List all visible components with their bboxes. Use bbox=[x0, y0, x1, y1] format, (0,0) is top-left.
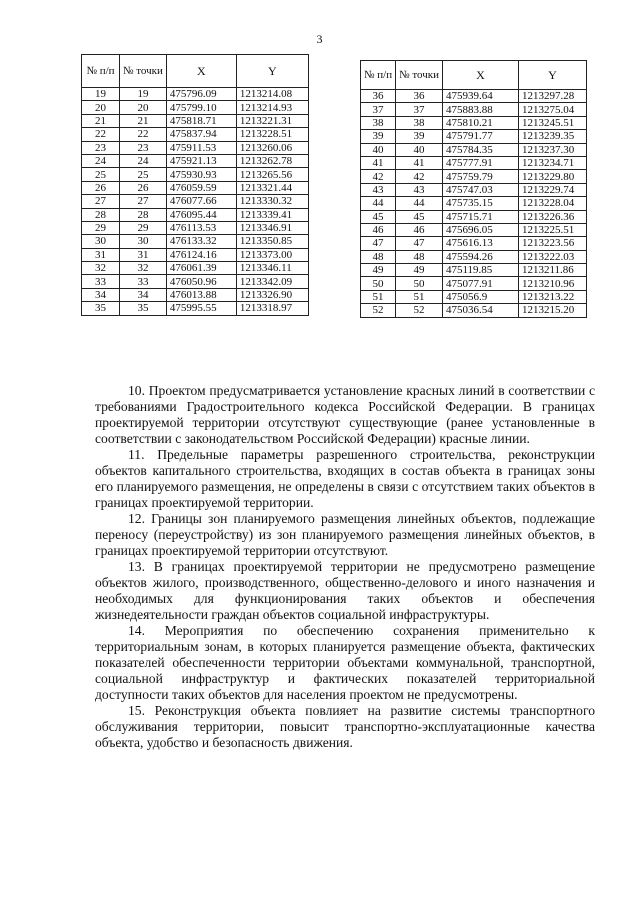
header-x: X bbox=[442, 61, 518, 90]
cell-x: 476095.44 bbox=[166, 208, 236, 221]
cell-point: 22 bbox=[120, 128, 167, 141]
cell-point: 37 bbox=[396, 103, 443, 116]
cell-y: 1213260.06 bbox=[236, 141, 308, 154]
cell-x: 475837.94 bbox=[166, 128, 236, 141]
cell-y: 1213223.56 bbox=[518, 237, 586, 250]
cell-y: 1213342.09 bbox=[236, 275, 308, 288]
cell-point: 23 bbox=[120, 141, 167, 154]
cell-x: 475759.79 bbox=[442, 170, 518, 183]
cell-x: 475747.03 bbox=[442, 183, 518, 196]
paragraph-14: 14. Мероприятия по обеспечению сохранения применительно к территориальным зонам, в которых планируется размещение объекта, фактических показателей обеспеченности территории объектами коммунальной, транспортной, социальной инфраструктур и фактических показателей территориальной доступности таких объектов для населения проектом не предусмотрены. bbox=[95, 623, 595, 702]
cell-num: 36 bbox=[361, 90, 396, 103]
table-row bbox=[82, 181, 309, 194]
cell-y: 1213350.85 bbox=[236, 235, 308, 248]
cell-num: 28 bbox=[82, 208, 120, 221]
table-row bbox=[82, 262, 309, 275]
table-row bbox=[361, 183, 587, 196]
cell-num: 22 bbox=[82, 128, 120, 141]
cell-point: 48 bbox=[396, 250, 443, 263]
cell-num: 23 bbox=[82, 141, 120, 154]
cell-x: 475696.05 bbox=[442, 223, 518, 236]
cell-x: 476050.96 bbox=[166, 275, 236, 288]
cell-y: 1213226.36 bbox=[518, 210, 586, 223]
cell-point: 35 bbox=[120, 302, 167, 315]
coordinates-table-right bbox=[360, 60, 587, 318]
cell-point: 38 bbox=[396, 116, 443, 129]
table-row bbox=[82, 288, 309, 301]
table-row bbox=[82, 221, 309, 234]
cell-num: 24 bbox=[82, 154, 120, 167]
cell-num: 38 bbox=[361, 116, 396, 129]
paragraph-10: 10. Проектом предусматривается установление красных линий в соответствии с требованиями Градостроительного кодекса Российской Федерации. В границах проектируемой территории отсутствуют существующие (ранее установленные в соответствии с законодательством Российской Федерации) красные линии. bbox=[95, 383, 595, 446]
cell-point: 29 bbox=[120, 221, 167, 234]
header-x: X bbox=[166, 55, 236, 88]
cell-x: 475056.9 bbox=[442, 290, 518, 303]
cell-y: 1213229.80 bbox=[518, 170, 586, 183]
header-point: № точки bbox=[396, 61, 443, 90]
cell-x: 475791.77 bbox=[442, 130, 518, 143]
cell-y: 1213215.20 bbox=[518, 304, 586, 317]
cell-x: 475939.64 bbox=[442, 90, 518, 103]
cell-point: 19 bbox=[120, 88, 167, 101]
cell-y: 1213297.28 bbox=[518, 90, 586, 103]
table-row bbox=[361, 143, 587, 156]
table-row bbox=[361, 237, 587, 250]
table-row bbox=[82, 114, 309, 127]
table-row bbox=[361, 197, 587, 210]
cell-num: 44 bbox=[361, 197, 396, 210]
cell-x: 475715.71 bbox=[442, 210, 518, 223]
cell-point: 36 bbox=[396, 90, 443, 103]
cell-x: 476059.59 bbox=[166, 181, 236, 194]
cell-x: 475921.13 bbox=[166, 154, 236, 167]
table-row bbox=[361, 130, 587, 143]
cell-num: 26 bbox=[82, 181, 120, 194]
cell-x: 475930.93 bbox=[166, 168, 236, 181]
cell-point: 52 bbox=[396, 304, 443, 317]
cell-num: 29 bbox=[82, 221, 120, 234]
cell-point: 50 bbox=[396, 277, 443, 290]
cell-x: 475818.71 bbox=[166, 114, 236, 127]
cell-x: 475883.88 bbox=[442, 103, 518, 116]
cell-x: 475036.54 bbox=[442, 304, 518, 317]
table-body-right bbox=[361, 90, 587, 318]
cell-y: 1213210.96 bbox=[518, 277, 586, 290]
cell-x: 476133.32 bbox=[166, 235, 236, 248]
cell-y: 1213373.00 bbox=[236, 248, 308, 261]
table-row bbox=[361, 170, 587, 183]
table-row bbox=[82, 208, 309, 221]
table-row bbox=[361, 156, 587, 169]
cell-point: 33 bbox=[120, 275, 167, 288]
cell-num: 21 bbox=[82, 114, 120, 127]
cell-y: 1213213.22 bbox=[518, 290, 586, 303]
cell-x: 475077.91 bbox=[442, 277, 518, 290]
cell-num: 50 bbox=[361, 277, 396, 290]
table-row bbox=[82, 235, 309, 248]
cell-num: 51 bbox=[361, 290, 396, 303]
cell-num: 20 bbox=[82, 101, 120, 114]
cell-point: 47 bbox=[396, 237, 443, 250]
cell-x: 475810.21 bbox=[442, 116, 518, 129]
cell-y: 1213346.91 bbox=[236, 221, 308, 234]
cell-point: 44 bbox=[396, 197, 443, 210]
cell-num: 42 bbox=[361, 170, 396, 183]
body-text bbox=[95, 383, 595, 751]
cell-x: 475796.09 bbox=[166, 88, 236, 101]
table-row bbox=[361, 250, 587, 263]
cell-point: 41 bbox=[396, 156, 443, 169]
table-row bbox=[361, 277, 587, 290]
paragraph-12: 12. Границы зон планируемого размещения линейных объектов, подлежащие переносу (переустройству) из зон планируемого размещения линейных объектов, в границах проектируемой территории отсутствуют. bbox=[95, 511, 595, 558]
cell-y: 1213214.08 bbox=[236, 88, 308, 101]
cell-point: 39 bbox=[396, 130, 443, 143]
cell-y: 1213214.93 bbox=[236, 101, 308, 114]
cell-num: 45 bbox=[361, 210, 396, 223]
cell-num: 46 bbox=[361, 223, 396, 236]
cell-y: 1213265.56 bbox=[236, 168, 308, 181]
paragraph-11: 11. Предельные параметры разрешенного строительства, реконструкции объектов капитального строительства, входящих в состав объекта в границах зоны его планируемого размещения, не определены в связи с отсутствием таких объектов в границах проектируемой территории. bbox=[95, 447, 595, 510]
table-row bbox=[361, 210, 587, 223]
header-y: Y bbox=[518, 61, 586, 90]
cell-y: 1213346.11 bbox=[236, 262, 308, 275]
cell-y: 1213339.41 bbox=[236, 208, 308, 221]
table-row bbox=[361, 116, 587, 129]
cell-x: 475594.26 bbox=[442, 250, 518, 263]
table-row bbox=[82, 275, 309, 288]
cell-num: 37 bbox=[361, 103, 396, 116]
cell-x: 475777.91 bbox=[442, 156, 518, 169]
cell-y: 1213225.51 bbox=[518, 223, 586, 236]
cell-num: 39 bbox=[361, 130, 396, 143]
cell-point: 45 bbox=[396, 210, 443, 223]
header-point: № точки bbox=[120, 55, 167, 88]
cell-point: 46 bbox=[396, 223, 443, 236]
paragraph-13: 13. В границах проектируемой территории не предусмотрено размещение объектов жилого, производственного, общественно-делового и иного назначения и необходимых для функционирования таких объектов и обеспечения жизнедеятельности граждан объектов социальной инфраструктуры. bbox=[95, 559, 595, 622]
table-row bbox=[82, 302, 309, 315]
cell-x: 475995.55 bbox=[166, 302, 236, 315]
cell-point: 26 bbox=[120, 181, 167, 194]
cell-x: 475799.10 bbox=[166, 101, 236, 114]
cell-x: 475784.35 bbox=[442, 143, 518, 156]
table-row bbox=[82, 168, 309, 181]
table-row bbox=[361, 90, 587, 103]
table-row bbox=[361, 304, 587, 317]
cell-num: 27 bbox=[82, 195, 120, 208]
cell-num: 19 bbox=[82, 88, 120, 101]
cell-point: 51 bbox=[396, 290, 443, 303]
cell-point: 25 bbox=[120, 168, 167, 181]
cell-y: 1213239.35 bbox=[518, 130, 586, 143]
cell-num: 52 bbox=[361, 304, 396, 317]
cell-x: 475119.85 bbox=[442, 264, 518, 277]
cell-point: 20 bbox=[120, 101, 167, 114]
cell-y: 1213221.31 bbox=[236, 114, 308, 127]
paragraph-15: 15. Реконструкция объекта повлияет на развитие системы транспортного обслуживания территории, повысит транспортно-эксплуатационные качества объекта, удобство и безопасность движения. bbox=[95, 703, 595, 750]
cell-y: 1213222.03 bbox=[518, 250, 586, 263]
cell-y: 1213228.04 bbox=[518, 197, 586, 210]
cell-point: 43 bbox=[396, 183, 443, 196]
table-row bbox=[82, 88, 309, 101]
cell-x: 476061.39 bbox=[166, 262, 236, 275]
cell-num: 25 bbox=[82, 168, 120, 181]
cell-num: 40 bbox=[361, 143, 396, 156]
table-header-row bbox=[82, 55, 309, 88]
table-row bbox=[361, 290, 587, 303]
cell-num: 32 bbox=[82, 262, 120, 275]
cell-x: 476077.66 bbox=[166, 195, 236, 208]
cell-x: 475735.15 bbox=[442, 197, 518, 210]
cell-point: 24 bbox=[120, 154, 167, 167]
cell-num: 41 bbox=[361, 156, 396, 169]
header-y: Y bbox=[236, 55, 308, 88]
table-row bbox=[82, 248, 309, 261]
table-header-row bbox=[361, 61, 587, 90]
table-row bbox=[361, 103, 587, 116]
cell-num: 47 bbox=[361, 237, 396, 250]
table-row bbox=[82, 195, 309, 208]
coordinates-table-left bbox=[81, 54, 309, 316]
cell-y: 1213275.04 bbox=[518, 103, 586, 116]
cell-y: 1213330.32 bbox=[236, 195, 308, 208]
cell-y: 1213321.44 bbox=[236, 181, 308, 194]
cell-y: 1213245.51 bbox=[518, 116, 586, 129]
cell-num: 34 bbox=[82, 288, 120, 301]
cell-y: 1213326.90 bbox=[236, 288, 308, 301]
cell-point: 34 bbox=[120, 288, 167, 301]
cell-point: 27 bbox=[120, 195, 167, 208]
cell-num: 35 bbox=[82, 302, 120, 315]
cell-point: 31 bbox=[120, 248, 167, 261]
cell-num: 33 bbox=[82, 275, 120, 288]
cell-x: 476113.53 bbox=[166, 221, 236, 234]
page-number: 3 bbox=[316, 32, 323, 46]
cell-point: 30 bbox=[120, 235, 167, 248]
table-row bbox=[82, 141, 309, 154]
table-row bbox=[82, 154, 309, 167]
header-num: № п/п bbox=[82, 55, 120, 88]
cell-x: 475911.53 bbox=[166, 141, 236, 154]
cell-point: 42 bbox=[396, 170, 443, 183]
table-row bbox=[361, 264, 587, 277]
cell-point: 32 bbox=[120, 262, 167, 275]
cell-point: 28 bbox=[120, 208, 167, 221]
cell-x: 475616.13 bbox=[442, 237, 518, 250]
cell-y: 1213211.86 bbox=[518, 264, 586, 277]
cell-y: 1213234.71 bbox=[518, 156, 586, 169]
cell-y: 1213318.97 bbox=[236, 302, 308, 315]
table-body-left bbox=[82, 88, 309, 316]
cell-num: 43 bbox=[361, 183, 396, 196]
cell-y: 1213228.51 bbox=[236, 128, 308, 141]
cell-num: 48 bbox=[361, 250, 396, 263]
cell-point: 40 bbox=[396, 143, 443, 156]
table-row bbox=[82, 101, 309, 114]
cell-point: 49 bbox=[396, 264, 443, 277]
table-row bbox=[82, 128, 309, 141]
cell-y: 1213262.78 bbox=[236, 154, 308, 167]
cell-y: 1213229.74 bbox=[518, 183, 586, 196]
table-row bbox=[361, 223, 587, 236]
cell-y: 1213237.30 bbox=[518, 143, 586, 156]
header-num: № п/п bbox=[361, 61, 396, 90]
cell-num: 49 bbox=[361, 264, 396, 277]
cell-x: 476124.16 bbox=[166, 248, 236, 261]
cell-x: 476013.88 bbox=[166, 288, 236, 301]
cell-num: 31 bbox=[82, 248, 120, 261]
cell-num: 30 bbox=[82, 235, 120, 248]
cell-point: 21 bbox=[120, 114, 167, 127]
